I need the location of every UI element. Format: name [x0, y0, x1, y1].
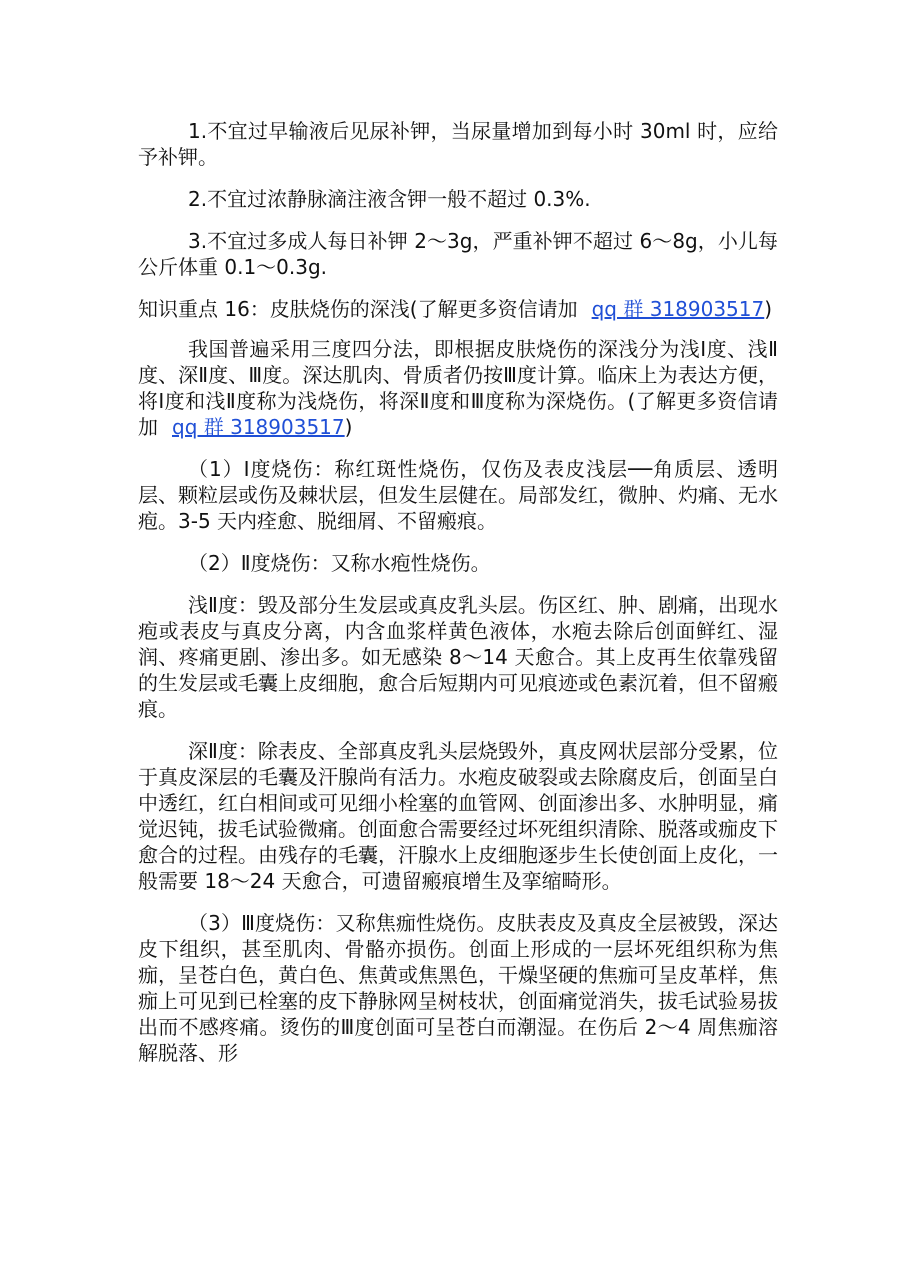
paragraph-superficial-second-degree: 浅Ⅱ度：毁及部分生发层或真皮乳头层。伤区红、肿、剧痛，出现水疱或表皮与真皮分离，内含血浆样黄色液体，水疱去除后创面鲜红、湿润、疼痛更剧、渗出多。如无感染 8～14 天愈合。其上皮再生依靠残留的生发层或毛囊上皮细胞，愈合后短期内可见痕迹或色素沉着，但不留瘢痕。 [138, 593, 778, 721]
qq-group-link-2[interactable]: qq 群 318903517 [172, 415, 345, 439]
paragraph-classification [138, 336, 778, 440]
paragraph-third-degree: （3）Ⅲ度烧伤：又称焦痂性烧伤。皮肤表皮及真皮全层被毁，深达皮下组织，甚至肌肉、骨骼亦损伤。创面上形成的一层坏死组织称为焦痂，呈苍白色，黄白色、焦黄或焦黑色，干燥坚硬的焦痂可呈皮革样，焦痂上可见到已栓塞的皮下静脉网呈树枝状，创面痛觉消失，拔毛试验易拔出而不感疼痛。烫伤的Ⅲ度创面可呈苍白而潮湿。在伤后 2～4 周焦痂溶解脱落、形 [138, 911, 778, 1065]
paragraph-first-degree: （1）Ⅰ度烧伤：称红斑性烧伤，仅伤及表皮浅层──角质层、透明层、颗粒层或伤及棘状层，但发生层健在。局部发红，微肿、灼痛、无水疱。3-5 天内痊愈、脱细屑、不留瘢痕。 [138, 457, 778, 533]
section-heading-close: ) [764, 297, 773, 321]
paragraph-potassium-rule-3: 3.不宜过多成人每日补钾 2～3g，严重补钾不超过 6～8g，小儿每公斤体重 0.1～0.3g. [138, 229, 778, 279]
section-heading-text: 知识重点 16：皮肤烧伤的深浅(了解更多资信请加 [138, 297, 578, 321]
paragraph-potassium-rule-1: 1.不宜过早输液后见尿补钾，当尿量增加到每小时 30ml 时，应给予补钾。 [138, 119, 778, 169]
paragraph-second-degree: （2）Ⅱ度烧伤：又称水疱性烧伤。 [188, 551, 491, 575]
paragraph-deep-second-degree: 深Ⅱ度：除表皮、全部真皮乳头层烧毁外，真皮网状层部分受累，位于真皮深层的毛囊及汗腺尚有活力。水疱皮破裂或去除腐皮后，创面呈白中透红，红白相间或可见细小栓塞的血管网、创面渗出多、水肿明显，痛觉迟钝，拔毛试验微痛。创面愈合需要经过坏死组织清除、脱落或痂皮下愈合的过程。由残存的毛囊，汗腺水上皮细胞逐步生长使创面上皮化，一般需要 18～24 天愈合，可遗留瘢痕增生及挛缩畸形。 [138, 739, 778, 893]
section-heading [138, 296, 778, 322]
document-page [138, 118, 778, 1082]
classification-close: ) [344, 415, 353, 439]
qq-group-link[interactable]: qq 群 318903517 [591, 297, 765, 321]
paragraph-potassium-rule-2: 2.不宜过浓静脉滴注液含钾一般不超过 0.3%. [188, 187, 591, 211]
classification-text: 我国普遍采用三度四分法，即根据皮肤烧伤的深浅分为浅Ⅰ度、浅Ⅱ度、深Ⅱ度、Ⅲ度。深达肌肉、骨质者仍按Ⅲ度计算。临床上为表达方便，将Ⅰ度和浅Ⅱ度称为浅烧伤，将深Ⅱ度和Ⅲ度称为深烧伤。(了解更多资信请加 [138, 337, 778, 439]
